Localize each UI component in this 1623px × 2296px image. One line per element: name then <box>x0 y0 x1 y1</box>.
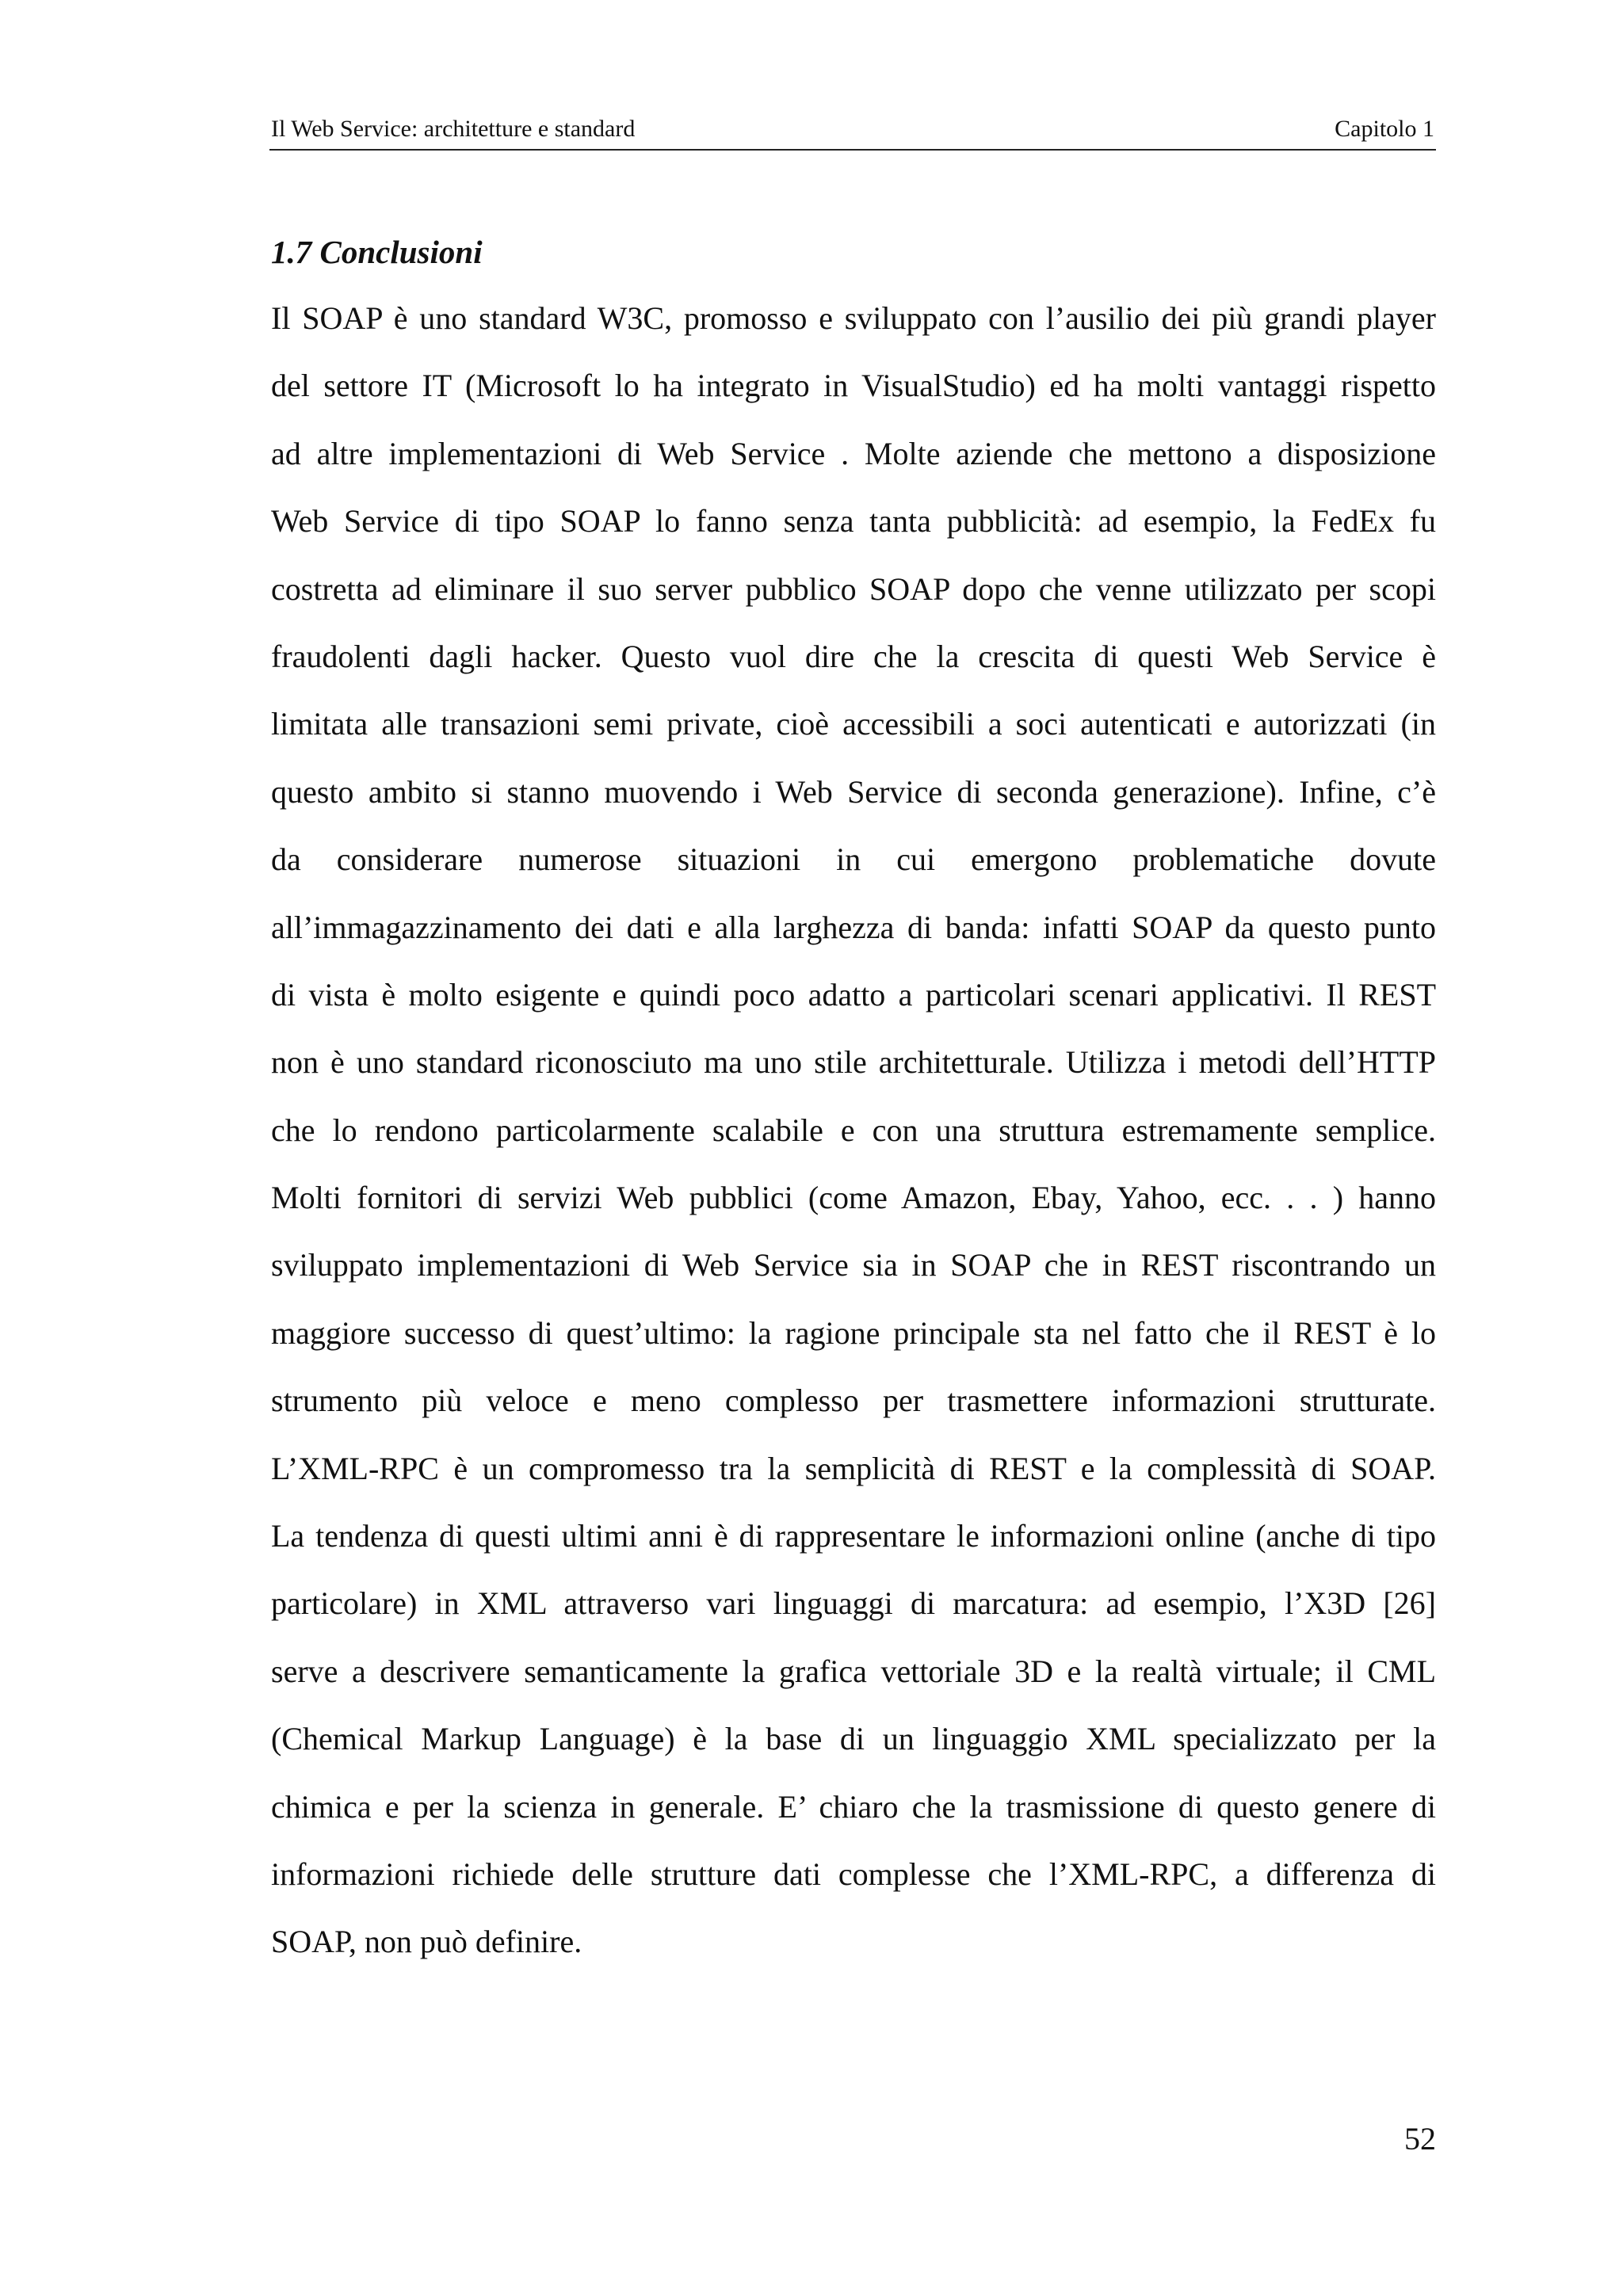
text-line: di vista è molto esigente e quindi poco adatto a particolari scenari applicativi. Il REST <box>271 976 1436 1013</box>
text-line: ad altre implementazioni di Web Service . Molte aziende che mettono a disposizione <box>271 435 1436 471</box>
text-line: (Chemical Markup Language) è la base di un linguaggio XML specializzato per la <box>271 1721 1436 1757</box>
text-line: del settore IT (Microsoft lo ha integrato in VisualStudio) ed ha molti vantaggi rispetto <box>271 368 1436 404</box>
text-line: Molti fornitori di servizi Web pubblici (come Amazon, Ebay, Yahoo, ecc. . . ) hanno <box>271 1180 1436 1216</box>
text-line: fraudolenti dagli hacker. Questo vuol dire che la crescita di questi Web Service è <box>271 638 1436 674</box>
running-header-title: Il Web Service: architetture e standard <box>271 116 636 142</box>
text-line: limitata alle transazioni semi private, cioè accessibili a soci autenticati e autorizzati (in <box>271 706 1436 742</box>
text-line: da considerare numerose situazioni in cui emergono problematiche dovute <box>271 841 1436 878</box>
text-line: informazioni richiede delle strutture dati complesse che l’XML-RPC, a differenza di <box>271 1855 1436 1892</box>
text-line: La tendenza di questi ultimi anni è di rappresentare le informazioni online (anche di tipo <box>271 1518 1436 1554</box>
text-line: maggiore successo di quest’ultimo: la ragione principale sta nel fatto che il REST è lo <box>271 1314 1436 1351</box>
page-number: 52 <box>1404 2121 1436 2157</box>
text-line: particolare) in XML attraverso vari linguaggi di marcatura: ad esempio, l’X3D [26] <box>271 1585 1436 1622</box>
text-line: Web Service di tipo SOAP lo fanno senza tanta pubblicità: ad esempio, la FedEx fu <box>271 503 1436 540</box>
text-line: questo ambito si stanno muovendo i Web Service di seconda generazione). Infine, c’è <box>271 773 1436 810</box>
body-paragraph <box>271 293 1436 1985</box>
text-line: all’immagazzinamento dei dati e alla larghezza di banda: infatti SOAP da questo punto <box>271 909 1436 945</box>
text-line: che lo rendono particolarmente scalabile e con una struttura estremamente semplice. <box>271 1112 1436 1148</box>
page-header <box>269 111 1436 151</box>
text-line: non è uno standard riconosciuto ma uno stile architetturale. Utilizza i metodi dell’HTTP <box>271 1044 1436 1081</box>
text-line: L’XML-RPC è un compromesso tra la semplicità di REST e la complessità di SOAP. <box>271 1450 1436 1486</box>
text-line: chimica e per la scienza in generale. E’ chiaro che la trasmissione di questo genere di <box>271 1788 1436 1825</box>
text-line: sviluppato implementazioni di Web Service sia in SOAP che in REST riscontrando un <box>271 1247 1436 1283</box>
text-line: costretta ad eliminare il suo server pubblico SOAP dopo che venne utilizzato per scopi <box>271 570 1436 607</box>
text-line: strumento più veloce e meno complesso per trasmettere informazioni strutturate. <box>271 1383 1436 1419</box>
text-line: Il SOAP è uno standard W3C, promosso e sviluppato con l’ausilio dei più grandi player <box>271 300 1436 336</box>
text-line: SOAP, non può definire. <box>271 1924 582 1960</box>
text-line: serve a descrivere semanticamente la grafica vettoriale 3D e la realtà virtuale; il CML <box>271 1653 1436 1689</box>
running-header-chapter: Capitolo 1 <box>1335 116 1434 142</box>
section-heading: 1.7 Conclusioni <box>271 234 483 270</box>
